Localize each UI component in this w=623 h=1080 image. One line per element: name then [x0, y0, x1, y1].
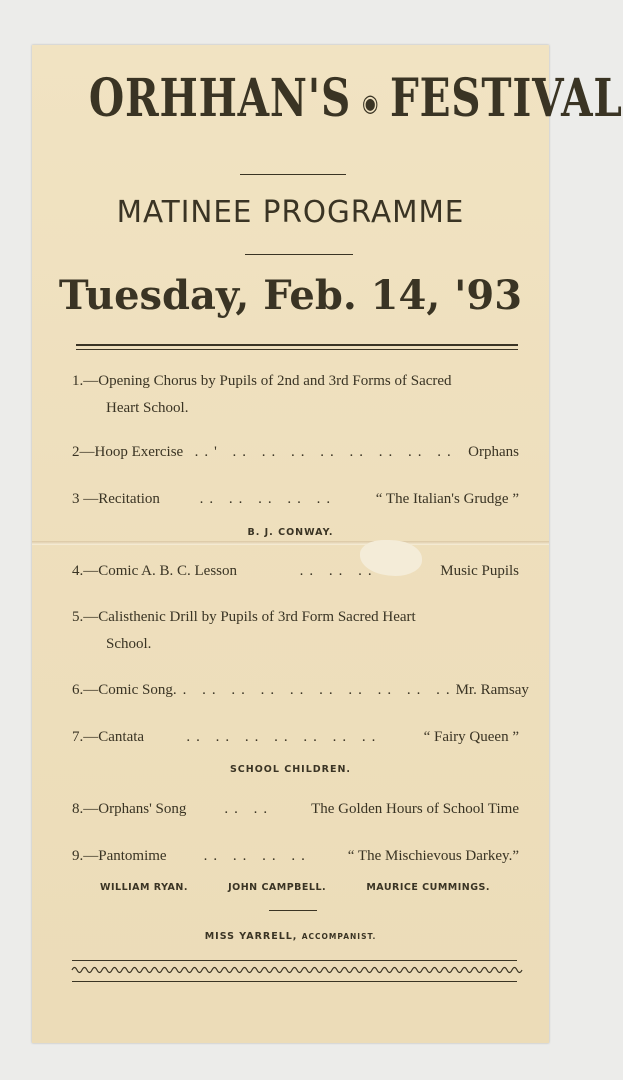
header-double-rule-top — [76, 344, 518, 346]
accompanist-name: MISS YARRELL, — [204, 931, 298, 942]
item-line — [72, 796, 519, 823]
leader-dots: ..' .. .. .. .. .. .. .. .. — [194, 444, 457, 460]
item-title: 9.—Pantomime — [72, 848, 167, 864]
item-title: 1.—Opening Chorus by Pupils of 2nd and 3rd Forms of Sacred — [72, 373, 452, 389]
footer-rule-top — [72, 960, 517, 961]
programme-item — [72, 796, 519, 823]
wave-border-ornament — [72, 964, 517, 976]
programme-item — [72, 368, 519, 422]
item-title: 7.—Cantata — [72, 729, 145, 745]
item-line — [72, 604, 519, 631]
item-line — [72, 368, 519, 395]
item-piece: “ Fairy Queen ” — [423, 729, 519, 745]
title-ornament-icon: ◉ — [361, 88, 380, 117]
item-line — [72, 486, 519, 513]
festival-title — [88, 68, 623, 129]
item-title: 8.—Orphans' Song — [72, 801, 187, 817]
item-performer: Music Pupils — [440, 563, 519, 579]
event-date: Tuesday, Feb. 14, '93 — [58, 272, 523, 319]
programme-item — [72, 677, 529, 704]
item-line — [72, 677, 529, 704]
item-title: 2—Hoop Exercise — [72, 444, 184, 460]
item-line — [72, 439, 519, 466]
item-performer: Orphans — [468, 444, 519, 460]
leader-dots: .. .. — [224, 801, 274, 817]
title-divider — [240, 174, 346, 175]
leader-dots: .. .. .. .. .. .. .. .. .. .. — [172, 682, 456, 698]
pantomime-performers — [100, 882, 490, 893]
performer-name: MAURICE CUMMINGS. — [366, 882, 490, 893]
item-piece: The Golden Hours of School Time — [311, 801, 519, 817]
leader-dots: .. .. .. .. .. — [199, 491, 337, 507]
paper-fold-crease — [32, 541, 549, 545]
title-word-left: ORHHAN'S — [88, 68, 352, 129]
subtitle-divider — [245, 254, 353, 255]
item-piece: “ The Mischievous Darkey.” — [347, 848, 519, 864]
item-credit: SCHOOL CHILDREN. — [229, 764, 352, 775]
programme-item — [72, 439, 519, 466]
performer-name: JOHN CAMPBELL. — [228, 882, 327, 893]
programme-item — [72, 486, 519, 513]
leader-dots: .. .. .. — [299, 563, 378, 579]
item-continuation: School. — [106, 636, 152, 652]
subtitle: MATINEE PROGRAMME — [116, 195, 465, 230]
programme-item — [72, 843, 519, 870]
accompanist-credit — [32, 931, 549, 942]
item-continuation: Heart School. — [106, 400, 189, 416]
item-title: 4.—Comic A. B. C. Lesson — [72, 563, 238, 579]
header-double-rule-bottom — [76, 349, 518, 350]
programme-item — [72, 724, 519, 751]
title-word-right: FESTIVAL — [390, 68, 623, 129]
accompanist-role: ACCOMPANIST. — [301, 932, 377, 941]
performer-name: WILLIAM RYAN. — [100, 882, 188, 893]
item-credit: B. J. CONWAY. — [247, 527, 334, 538]
leader-dots: .. .. .. .. .. .. .. — [186, 729, 382, 745]
programme-item — [72, 604, 519, 658]
accompanist-divider — [269, 910, 317, 911]
item-title: 3 —Recitation — [72, 491, 160, 507]
item-line — [72, 843, 519, 870]
item-title: 6.—Comic Song — [72, 682, 173, 698]
item-title: 5.—Calisthenic Drill by Pupils of 3rd Form Sacred Heart — [72, 609, 416, 625]
item-piece: “ The Italian's Grudge ” — [375, 491, 519, 507]
leader-dots: .. .. .. .. — [203, 848, 311, 864]
item-line — [72, 558, 519, 585]
programme-item — [72, 558, 519, 585]
footer-rule-bottom — [72, 981, 517, 982]
item-performer: Mr. Ramsay — [455, 682, 529, 698]
item-line — [72, 724, 519, 751]
